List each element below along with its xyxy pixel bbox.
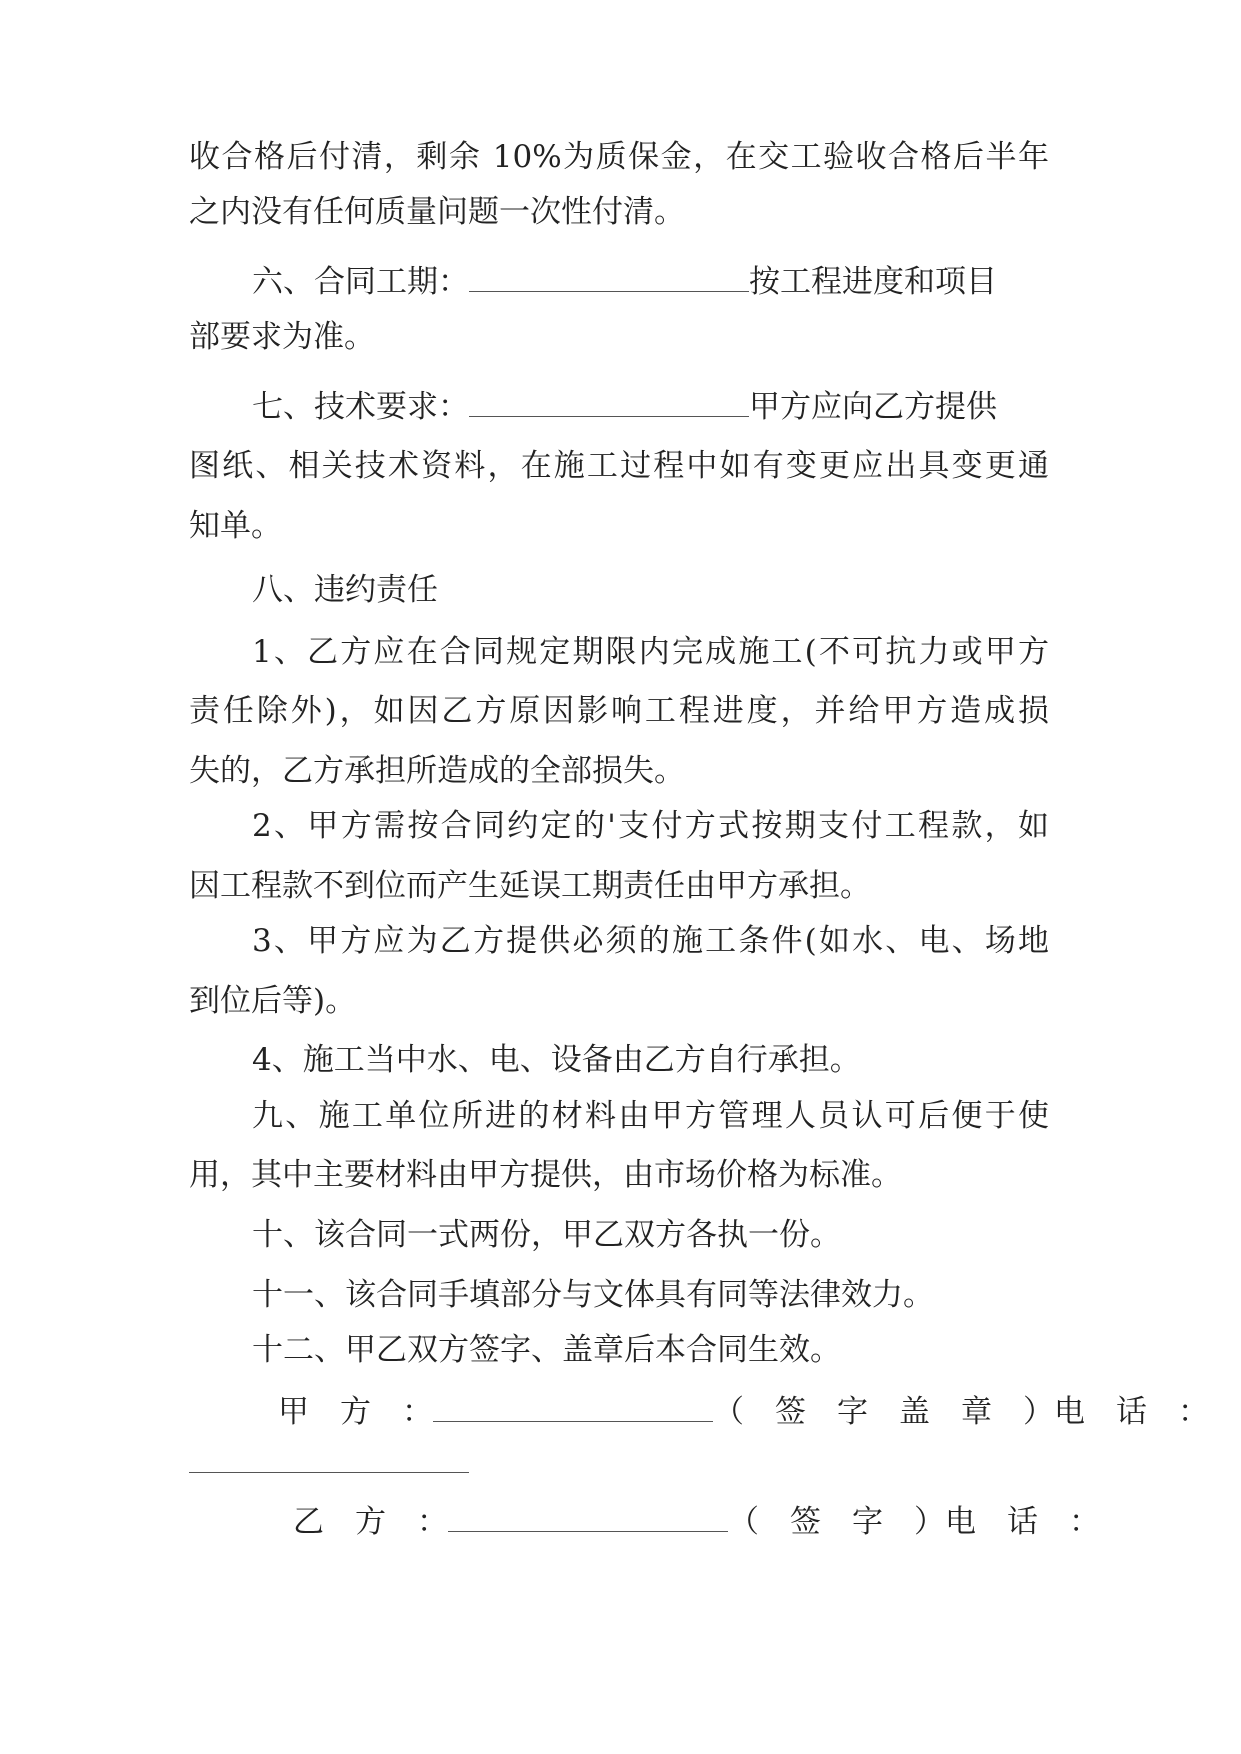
party-a-phone-label: 电 话 ：: [1054, 1394, 1209, 1430]
paragraph-line: 十一、该合同手填部分与文体具有同等法律效力。: [252, 1277, 934, 1313]
paragraph-line: 责任除外)，如因乙方原因影响工程进度，并给甲方造成损: [189, 693, 1049, 729]
party-b-phone-label: 电 话 ：: [945, 1504, 1100, 1540]
paragraph-line: 十二、甲乙双方签字、盖章后本合同生效。: [252, 1332, 841, 1368]
paragraph-line: 3、甲方应为乙方提供必须的施工条件(如水、电、场地: [252, 923, 1049, 959]
paragraph-line: 部要求为准。: [189, 319, 375, 355]
clause-six-line: [252, 262, 1049, 302]
contract-period-blank: [469, 265, 749, 292]
party-b-sign-note: （ 签 字 ）: [728, 1504, 945, 1540]
party-b-label: 乙 方 ：: [293, 1504, 448, 1540]
paragraph-line: 图纸、相关技术资料，在施工过程中如有变更应出具变更通: [189, 448, 1049, 484]
party-b-name-blank: [448, 1505, 728, 1532]
party-a-sign-note: （ 签 字 盖 章 ）: [713, 1394, 1054, 1430]
party-b-signature-line: [293, 1502, 1100, 1542]
paragraph-line: 2、甲方需按合同约定的'支付方式按期支付工程款，如: [252, 808, 1049, 844]
clause-eight-heading: 八、违约责任: [252, 572, 438, 608]
party-a-signature-line: [278, 1392, 1209, 1432]
clause-six-label: 六、合同工期：: [252, 264, 469, 300]
paragraph-line: 之内没有任何质量问题一次性付清。: [189, 194, 685, 230]
clause-seven-text: 甲方应向乙方提供: [749, 389, 997, 425]
paragraph-line: 知单。: [189, 508, 282, 544]
paragraph-line: 1、乙方应在合同规定期限内完成施工(不可抗力或甲方: [252, 634, 1049, 670]
paragraph-line: 因工程款不到位而产生延误工期责任由甲方承担。: [189, 868, 871, 904]
clause-seven-label: 七、技术要求：: [252, 389, 469, 425]
tech-requirements-blank: [469, 390, 749, 417]
paragraph-line: 到位后等)。: [189, 983, 357, 1019]
paragraph-line: 4、施工当中水、电、设备由乙方自行承担。: [252, 1042, 861, 1078]
paragraph-line: 失的，乙方承担所造成的全部损失。: [189, 753, 685, 789]
paragraph-line: 十、该合同一式两份，甲乙双方各执一份。: [252, 1217, 841, 1253]
clause-seven-line: [252, 387, 1049, 427]
paragraph-line: 收合格后付清，剩余 10%为质保金，在交工验收合格后半年: [189, 139, 1049, 175]
party-a-label: 甲 方 ：: [278, 1394, 433, 1430]
party-a-name-blank: [433, 1395, 713, 1422]
clause-six-text: 按工程进度和项目: [749, 264, 997, 300]
paragraph-line: 用，其中主要材料由甲方提供，由市场价格为标准。: [189, 1157, 902, 1193]
paragraph-line: 九、施工单位所进的材料由甲方管理人员认可后便于使: [252, 1098, 1049, 1134]
party-a-phone-blank: [189, 1472, 469, 1473]
